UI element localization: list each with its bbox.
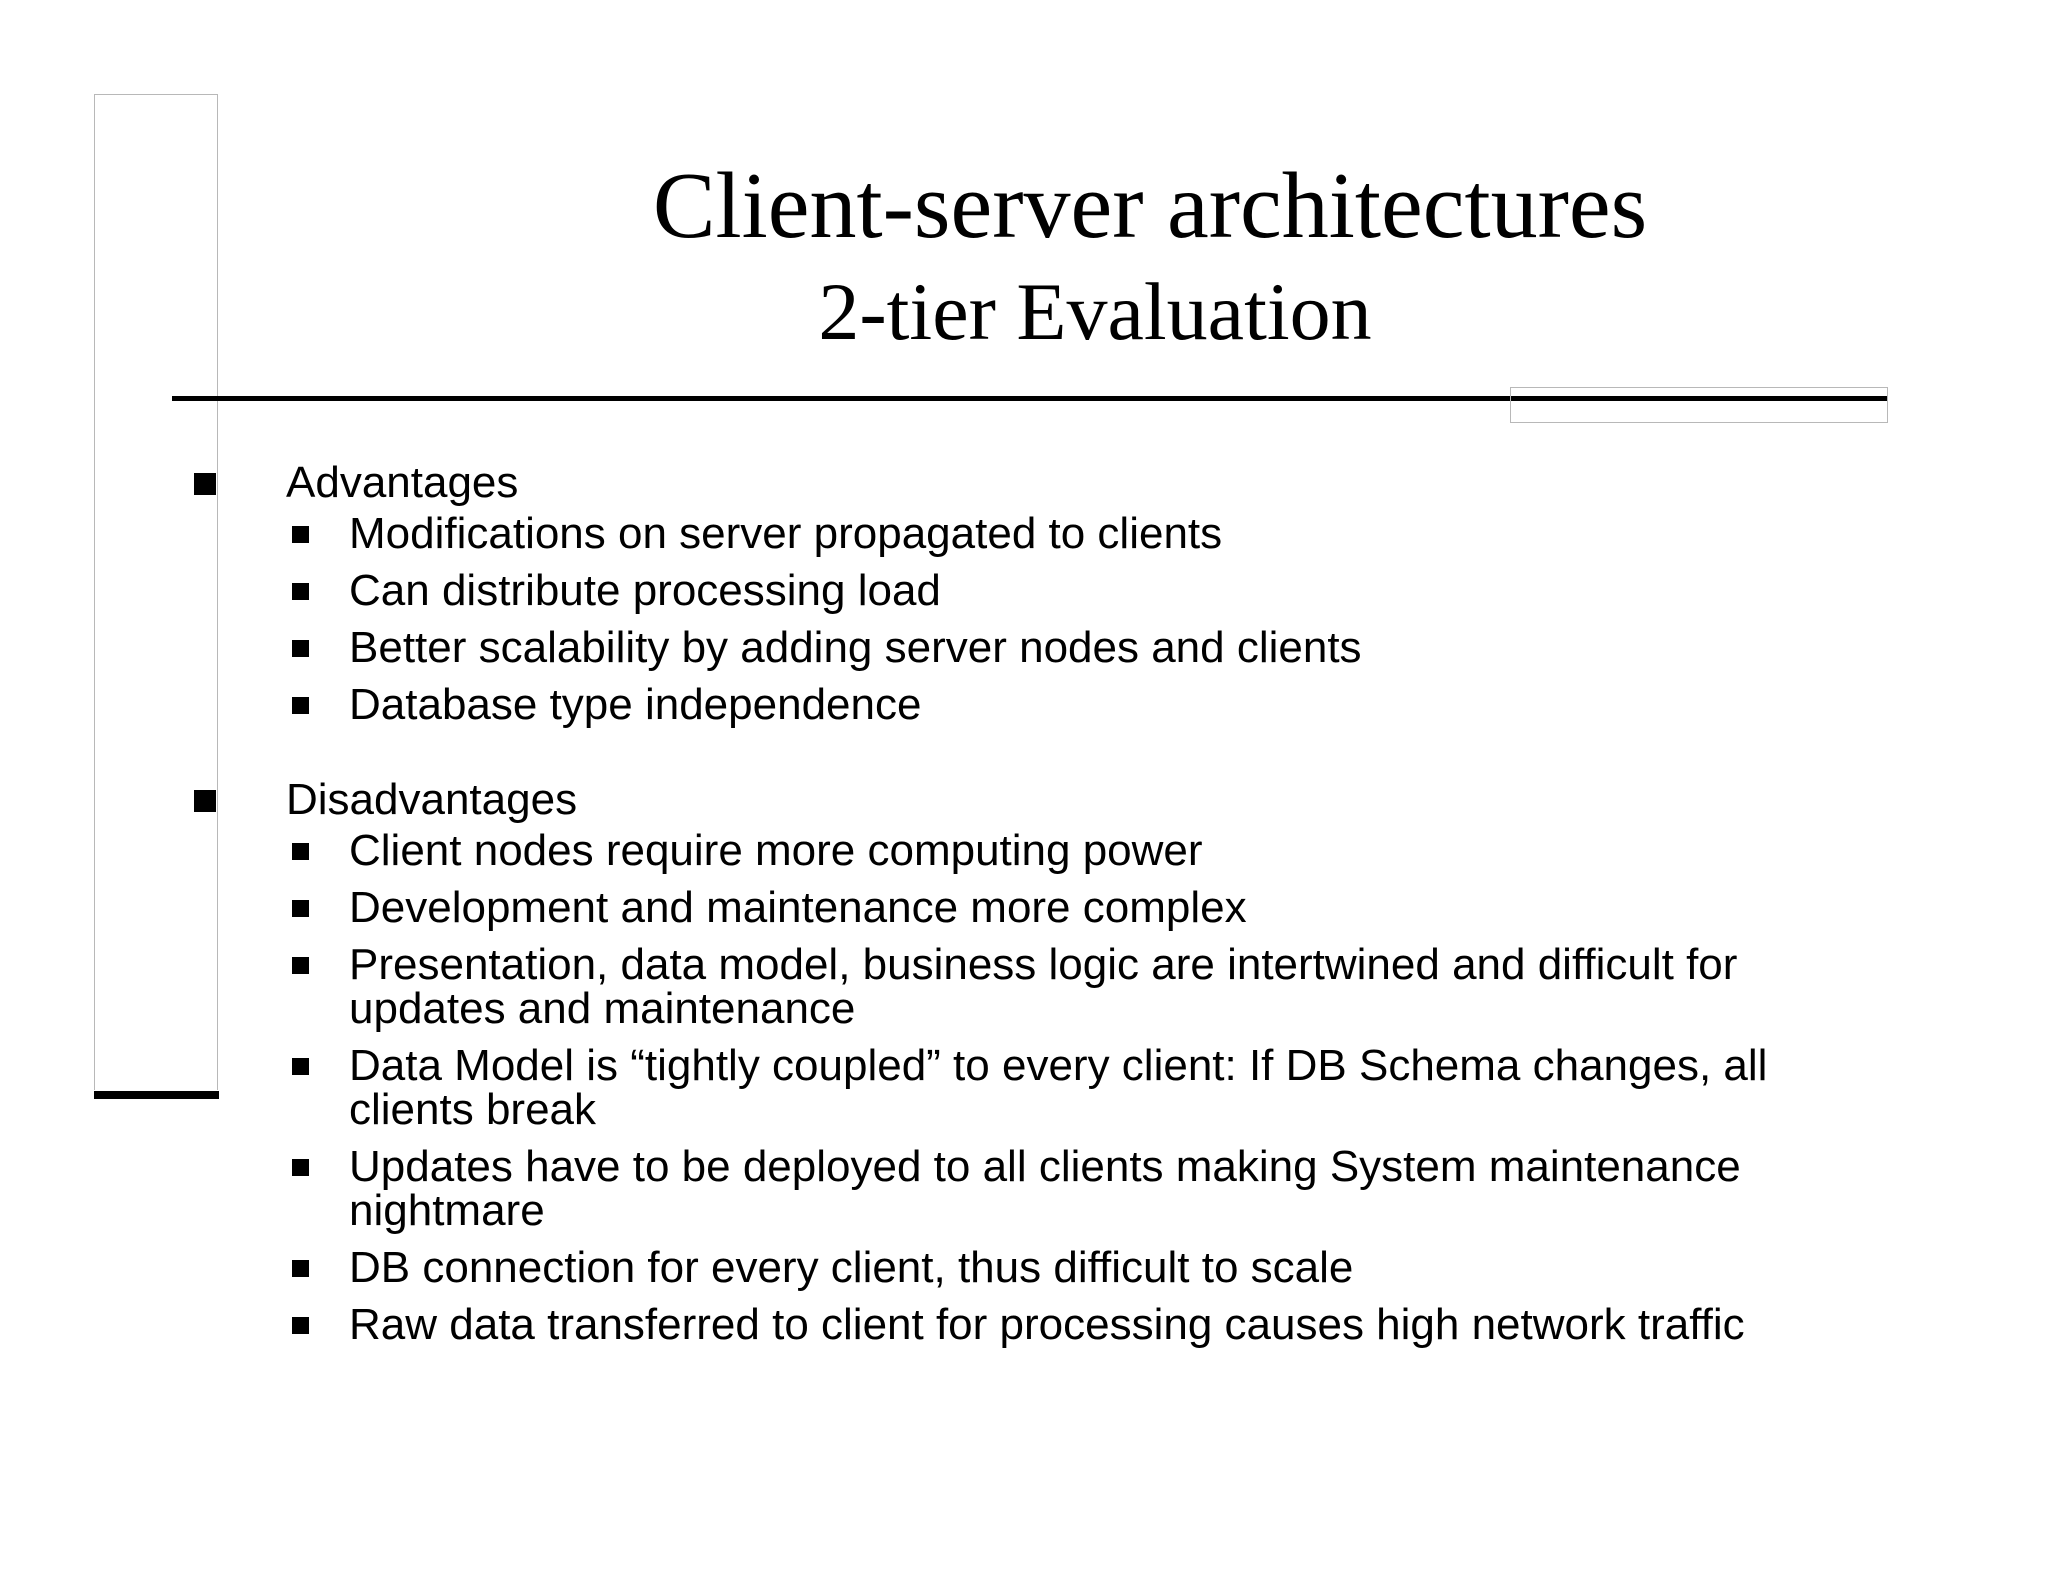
square-bullet-icon [292, 1317, 309, 1334]
list-item [292, 940, 1892, 1033]
slide-content [192, 454, 1892, 1391]
title-block [500, 150, 1800, 362]
square-bullet-icon [292, 640, 309, 657]
square-bullet-icon [292, 583, 309, 600]
square-bullet-icon [292, 843, 309, 860]
list-item-text: Modifications on server propagated to clients [349, 509, 1223, 558]
square-bullet-icon [292, 526, 309, 543]
list-item [292, 509, 1892, 558]
square-bullet-icon [292, 900, 309, 917]
section-heading-row [192, 771, 1892, 829]
list-item-text: Better scalability by adding server nodes and clients [349, 623, 1362, 672]
square-bullet-icon [292, 957, 309, 974]
list-item [292, 623, 1892, 672]
square-bullet-icon [194, 473, 216, 495]
square-bullet-icon [292, 1159, 309, 1176]
list-item [292, 680, 1892, 729]
square-bullet-icon [292, 697, 309, 714]
section-heading-row [192, 454, 1892, 512]
list-item [292, 1243, 1892, 1292]
list-item-text: Raw data transferred to client for processing causes high network traffic [349, 1300, 1745, 1349]
list-item-text: Database type independence [349, 680, 922, 729]
list-item-text: Data Model is “tightly coupled” to every client: If DB Schema changes, all clients break [349, 1041, 1768, 1134]
section-advantages [192, 454, 1892, 727]
advantages-list [192, 509, 1892, 729]
section-heading: Disadvantages [286, 775, 578, 824]
list-item [292, 1300, 1892, 1349]
list-item-text: Can distribute processing load [349, 566, 941, 615]
square-bullet-icon [292, 1260, 309, 1277]
list-item-text: Updates have to be deployed to all clients making System maintenance nightmare [349, 1142, 1741, 1235]
section-disadvantages [192, 771, 1892, 1347]
section-heading: Advantages [286, 458, 519, 507]
list-item [292, 826, 1892, 875]
slide-title: Client-server architectures [652, 154, 1648, 258]
divider-accent-box [1510, 387, 1888, 423]
list-item-text: Development and maintenance more complex [349, 883, 1247, 932]
list-item-text: Presentation, data model, business logic are intertwined and difficult for updates and maintenance [349, 940, 1738, 1033]
list-item [292, 566, 1892, 615]
square-bullet-icon [194, 790, 216, 812]
disadvantages-list [192, 826, 1892, 1349]
list-item-text: DB connection for every client, thus difficult to scale [349, 1243, 1354, 1292]
slide-subtitle: 2-tier Evaluation [818, 266, 1372, 357]
square-bullet-icon [292, 1058, 309, 1075]
list-item-text: Client nodes require more computing power [349, 826, 1203, 875]
list-item [292, 1041, 1892, 1134]
list-item [292, 1142, 1892, 1235]
list-item [292, 883, 1892, 932]
